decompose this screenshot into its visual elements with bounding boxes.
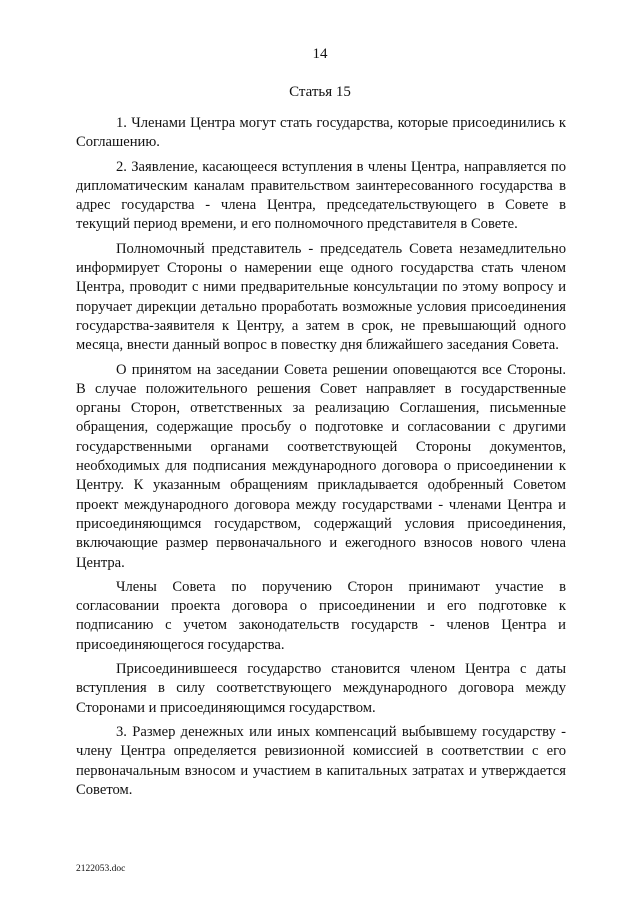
article-body [76,114,566,805]
paragraph-3: Полномочный представитель - председатель Совета незамедлительно информирует Стороны о намерении еще одного государства стать членом Центра, проводит с ними предварительные консультации по этому вопросу и поручает дирекции детально проработать возможные условия присоединения государства-заявителя к Центру, а затем в срок, не превышающий одного месяца, внести данный вопрос в повестку дня ближайшего заседания Совета. [76,240,566,354]
paragraph-7: 3. Размер денежных или иных компенсаций выбывшему государству - члену Центра определяется ревизионной комиссией в соответствии с его первоначальным взносом и участием в капитальных затратах и утверждается Советом. [76,723,566,798]
paragraph-2: 2. Заявление, касающееся вступления в члены Центра, направляется по дипломатическим каналам правительством заинтересованного государства в адрес государства - члена Центра, председательствующего в Совете в текущий период времени, и его полномочного представителя в Совете. [76,158,566,233]
footer-filename: 2122053.doc [76,864,126,874]
paragraph-6: Присоединившееся государство становится членом Центра с даты вступления в силу соответствующего международного договора между Сторонами и присоединяющимся государством. [76,661,566,716]
paragraph-4: О принятом на заседании Совета решении оповещаются все Стороны. В случае положительного решения Совет направляет в государственные органы Сторон, ответственных за реализацию Соглашения, письменные обращения, содержащие просьбу о подготовке и согласовании с другими государственными органами соответствующей Стороны документов, необходимых для подписания международного договора о присоединении к Центру. К указанным обращениям прикладывается одобренный Советом проект международного договора между государствами - членами Центра и присоединяющимся государством, содержащий условия присоединения, включающие размер первоначального и ежегодного взносов нового члена Центра. [76,361,566,571]
article-title: Статья 15 [289,84,351,100]
paragraph-1: 1. Членами Центра могут стать государства, которые присоединились к Соглашению. [76,115,566,151]
paragraph-5: Члены Совета по поручению Сторон принимают участие в согласовании проекта договора о присоединении и его подготовке к подписанию с учетом законодательств государств - членов Центра и присоединяющегося государства. [76,578,566,653]
page-number: 14 [312,46,328,62]
